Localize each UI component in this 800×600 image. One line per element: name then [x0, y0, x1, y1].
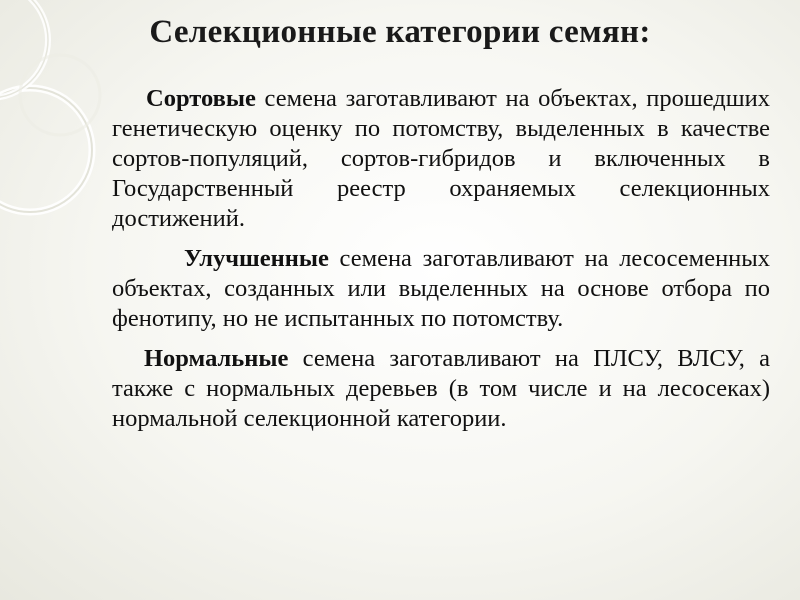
paragraph-sortovye-text: семена заготавливают на объектах, прошедших генетическую оценку по потомству, выделенных в качестве сортов-популяций, сортов-гибридов и включенных в Государственный реестр охраняемых селекционных достижений.	[112, 85, 770, 232]
paragraph-uluchshennye	[112, 244, 770, 334]
term-uluchshennye: Улучшенные	[184, 245, 329, 272]
slide-title: Селекционные категории семян:	[149, 14, 651, 50]
paragraph-normalnye	[112, 344, 770, 434]
paragraph-sortovye	[112, 84, 770, 234]
slide-body	[112, 84, 770, 444]
term-sortovye: Сортовые	[146, 85, 256, 112]
paragraph-normalnye-text: семена заготавливают на ПЛСУ, ВЛСУ, а также с нормальных деревьев (в том числе и на лесосеках) нормальной селекционной категории.	[112, 345, 770, 432]
paragraph-uluchshennye-text: семена заготавливают на лесосеменных объектах, созданных или выделенных на основе отбора по фенотипу, но не испытанных по потомству.	[112, 245, 770, 332]
term-normalnye: Нормальные	[144, 345, 289, 372]
